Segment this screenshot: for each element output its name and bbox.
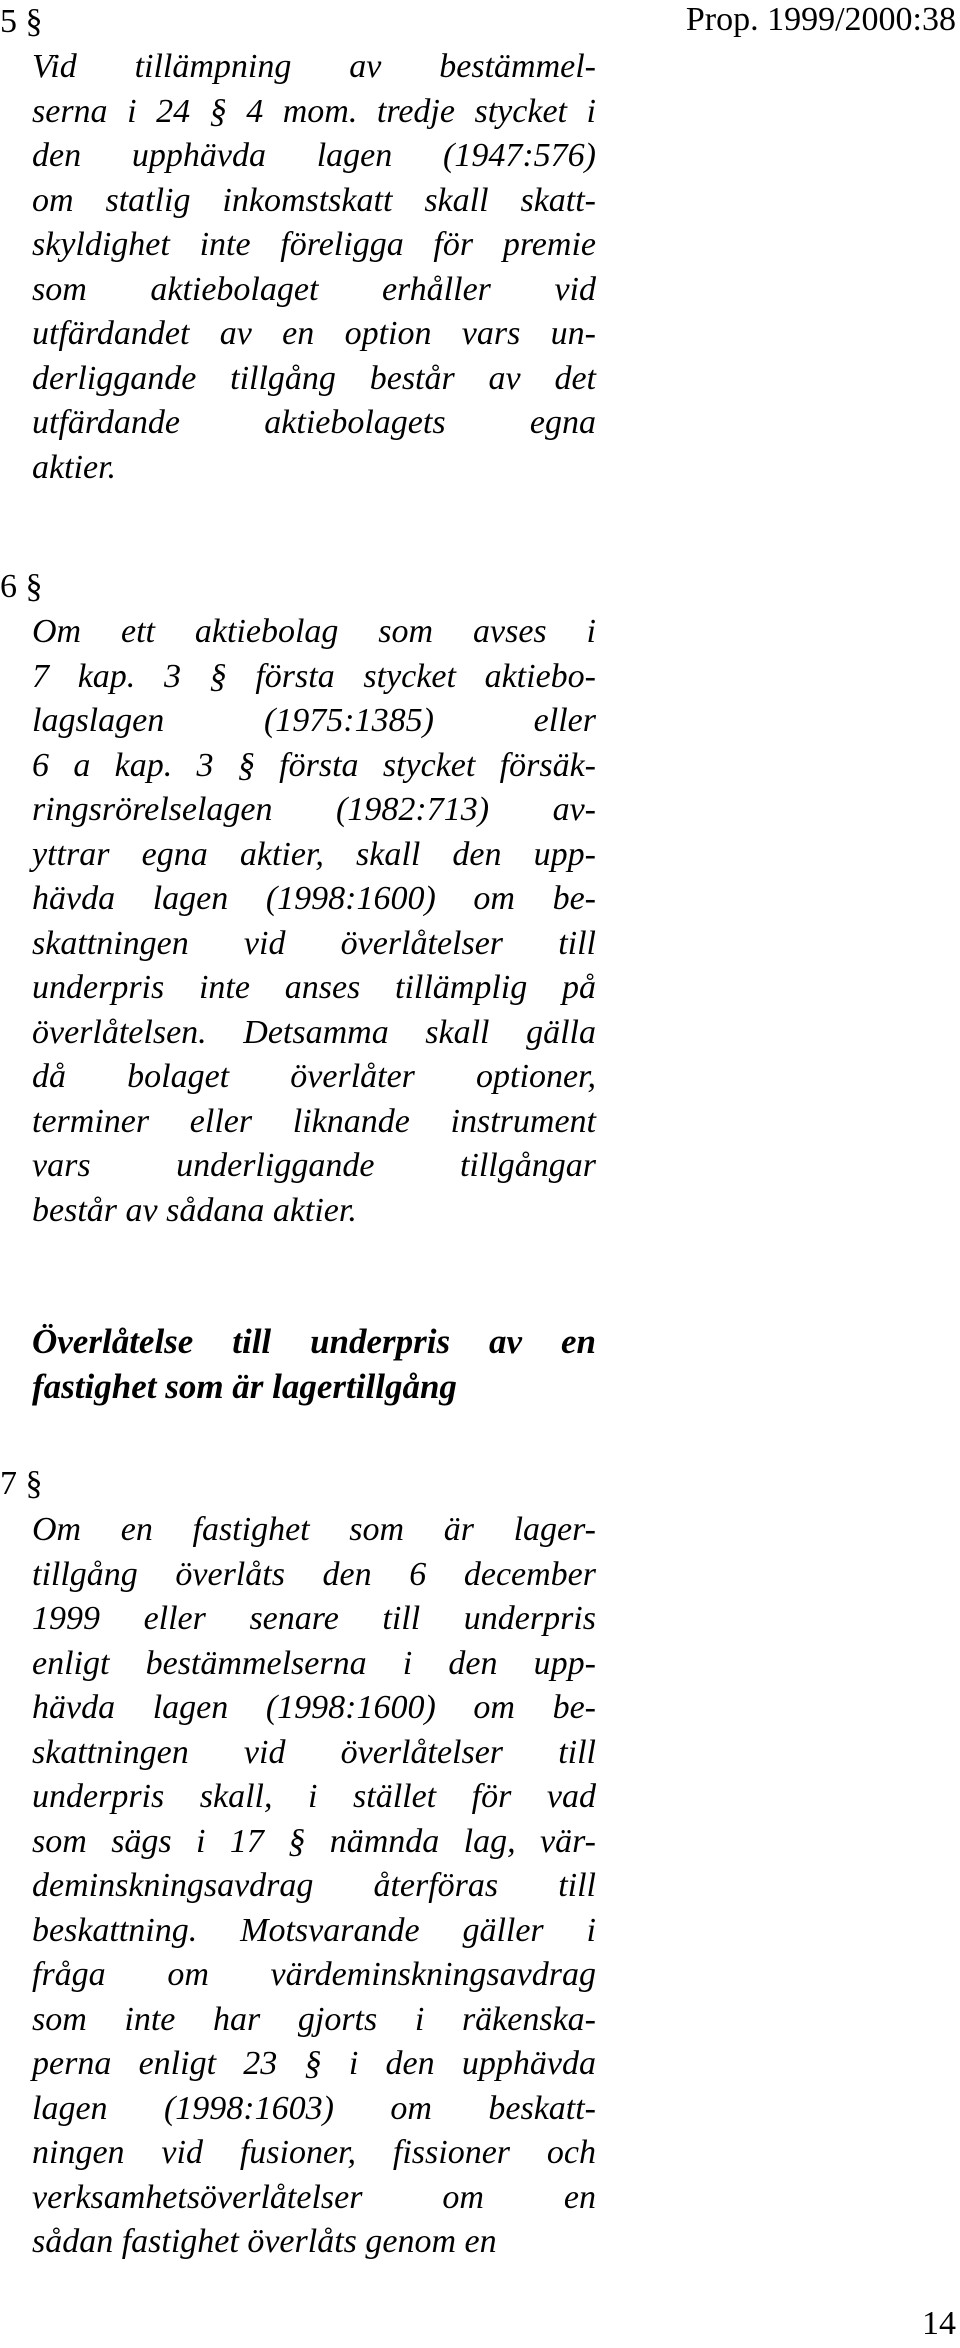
text-line: skattningen vid överlåtelser till: [32, 924, 596, 962]
text-line: Om en fastighet som är lager-: [32, 1511, 596, 1548]
text-line: 6 a kap. 3 § första stycket försäk-: [32, 746, 596, 784]
text-line: tillgång överlåts den 6 december: [32, 1555, 596, 1593]
text-line: som aktiebolaget erhåller vid: [32, 270, 596, 308]
text-line: den upphävda lagen (1947:576): [32, 137, 596, 174]
text-line: som inte har gjorts i räkenska-: [32, 2000, 596, 2038]
text-line: skattningen vid överlåtelser till: [32, 1733, 596, 1771]
text-line: hävda lagen (1998:1600) om be-: [32, 1689, 596, 1726]
text-line: beskattning. Motsvarande gäller i: [32, 1911, 596, 1949]
text-line: serna i 24 § 4 mom. tredje stycket i: [32, 92, 596, 130]
proposition-reference: Prop. 1999/2000:38: [685, 1, 956, 38]
text-line: aktier.: [32, 448, 117, 486]
text-line: 7 kap. 3 § första stycket aktiebo-: [32, 657, 596, 695]
text-line: om statlig inkomstskatt skall skatt-: [32, 181, 596, 219]
text-line: Vid tillämpning av bestämmel-: [32, 48, 596, 85]
text-line: lagslagen (1975:1385) eller: [32, 702, 596, 739]
page-number: 14: [922, 2305, 956, 2342]
text-line: underpris inte anses tillämplig på: [32, 969, 596, 1006]
section-6-number: 6 §: [0, 568, 43, 605]
heading-line: Överlåtelse till underpris av en: [32, 1322, 596, 1361]
text-line: fråga om värdeminskningsavdrag: [32, 1956, 596, 1993]
text-line: utfärdandet av en option vars un-: [32, 315, 596, 352]
text-line: terminer eller liknande instrument: [32, 1102, 596, 1140]
text-line: verksamhetsöverlåtelser om en: [32, 2178, 596, 2216]
text-line: ringsrörelselagen (1982:713) av-: [32, 791, 596, 828]
section-5-text: [32, 45, 596, 490]
heading-line: fastighet som är lagertillgång: [32, 1366, 457, 1406]
text-line: som sägs i 17 § nämnda lag, vär-: [32, 1822, 596, 1860]
text-line: Om ett aktiebolag som avses i: [32, 613, 596, 650]
text-line: sådan fastighet överlåts genom en: [32, 2223, 497, 2260]
text-line: utfärdande aktiebolagets egna: [32, 404, 596, 441]
text-line: överlåtelsen. Detsamma skall gälla: [32, 1013, 596, 1051]
section-6-text: [32, 610, 596, 1233]
section-7-text: [32, 1508, 596, 2265]
text-line: deminskningsavdrag återföras till: [32, 1867, 596, 1904]
text-line: ningen vid fusioner, fissioner och: [32, 2134, 596, 2171]
text-line: består av sådana aktier.: [32, 1191, 357, 1229]
text-line: hävda lagen (1998:1600) om be-: [32, 880, 596, 917]
text-line: perna enligt 23 § i den upphävda: [32, 2045, 596, 2082]
text-line: 1999 eller senare till underpris: [32, 1600, 596, 1637]
section-5-number: 5 §: [0, 3, 43, 40]
section-7-number: 7 §: [0, 1465, 43, 1502]
section-heading: [32, 1320, 596, 1409]
text-line: yttrar egna aktier, skall den upp-: [32, 835, 596, 873]
text-line: vars underliggande tillgångar: [32, 1147, 596, 1184]
text-line: skyldighet inte föreligga för premie: [32, 226, 596, 263]
text-line: då bolaget överlåter optioner,: [32, 1058, 596, 1095]
text-line: enligt bestämmelserna i den upp-: [32, 1644, 596, 1682]
text-line: underpris skall, i stället för vad: [32, 1778, 596, 1815]
text-line: lagen (1998:1603) om beskatt-: [32, 2089, 596, 2127]
text-line: derliggande tillgång består av det: [32, 359, 596, 397]
